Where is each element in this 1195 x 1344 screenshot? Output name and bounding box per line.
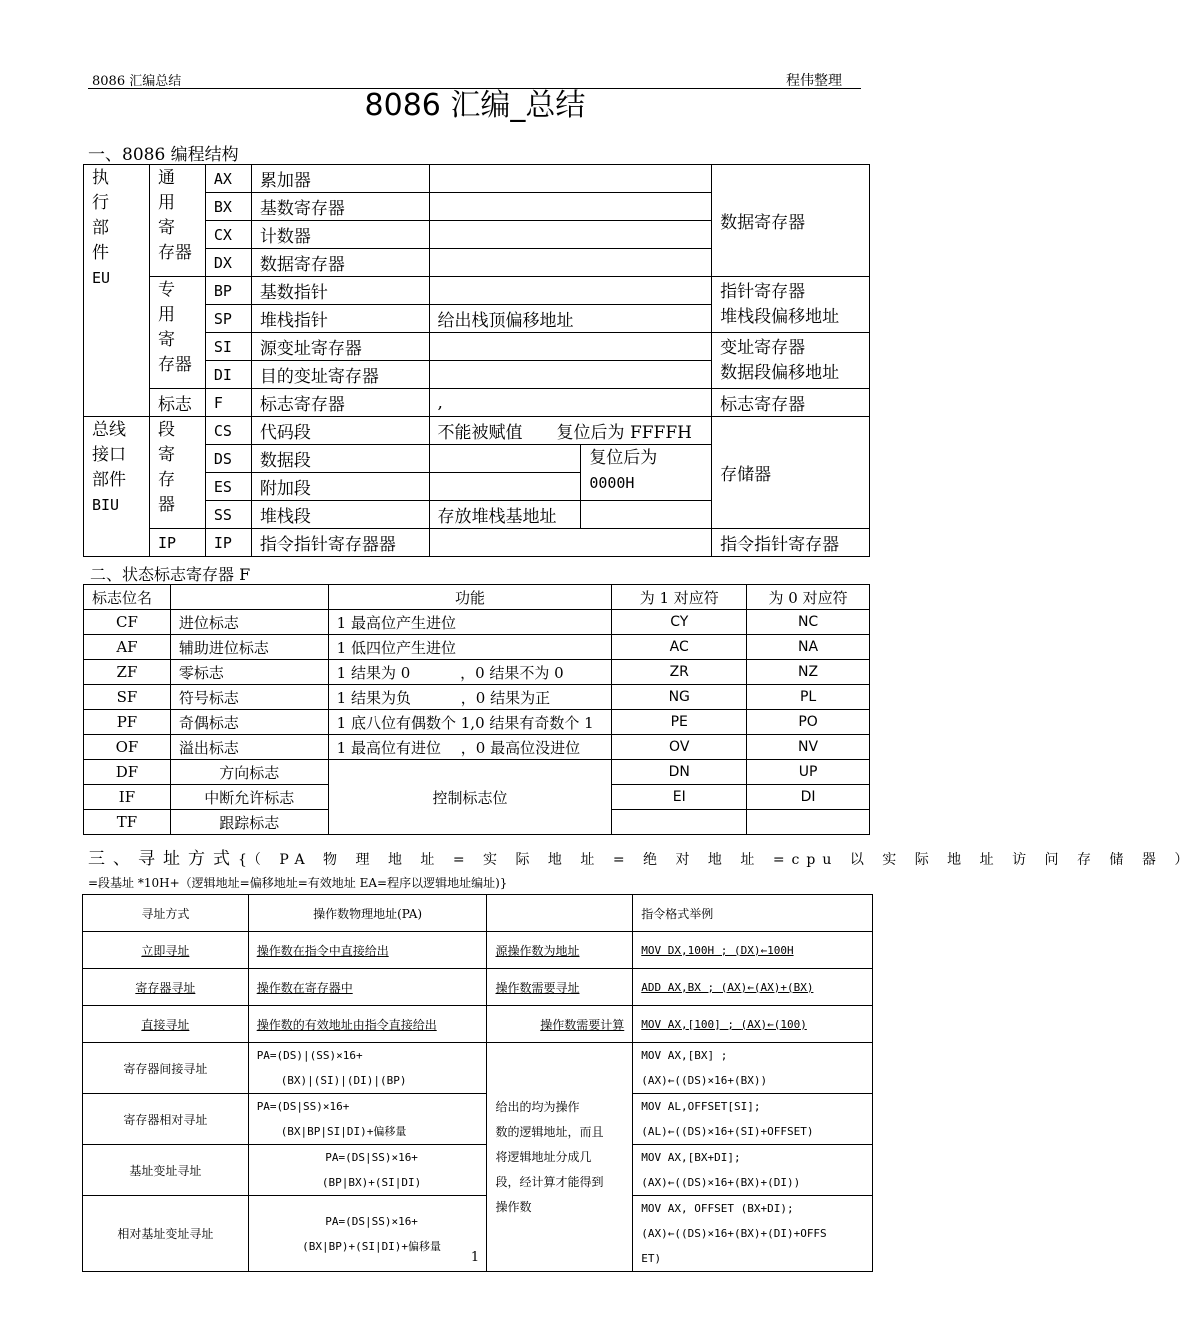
header-right: 程伟整理 [786, 73, 842, 89]
table-row [83, 1145, 873, 1196]
reset-note: 复位后为 0000H [581, 445, 712, 501]
header-one: 为 1 对应符 [612, 585, 747, 610]
flag-name: 符号标志 [170, 685, 328, 710]
reg-bp: BP [205, 277, 251, 305]
flag-name: 溢出标志 [170, 735, 328, 760]
flag-name: 方向标志 [170, 760, 328, 785]
reg-dx: DX [205, 249, 251, 277]
flag-name: 奇偶标志 [170, 710, 328, 735]
section3-note-line1: {（ PA 物 理 地 址 = 实 际 地 址 = 绝 对 地 址 =cpu 以 实 际 地 址 访 问 存 储 器 ） [238, 852, 1195, 868]
mode-pa: 操作数在寄存器中 [248, 969, 487, 1006]
flag-function: 1 低四位产生进位 [328, 635, 612, 660]
table-row [84, 660, 870, 685]
special-regs-label: 专 用 寄 存器 [149, 277, 205, 389]
flag-zero-symbol: NC [747, 610, 870, 635]
section3-note-line2: =段基址 *10H+（逻辑地址=偏移地址=有效地址 EA=程序以逻辑地址编址)} [88, 876, 508, 890]
section2-heading: 二、状态标志寄存器 F [90, 565, 251, 584]
mode-example: MOV AL,OFFSET[SI]; (AL)←((DS)×16+(SI)+OFFSET) [633, 1094, 873, 1145]
flag-zero-symbol: NV [747, 735, 870, 760]
reg-cx-note [429, 221, 712, 249]
reg-bp-note [429, 277, 712, 305]
mode-pa: PA=(DS|SS)×16+ (BP|BX)+(SI|DI) [248, 1145, 487, 1196]
table-row [84, 610, 870, 635]
flag-code: SF [84, 685, 171, 710]
reg-ax-note [429, 165, 712, 193]
flag-code: PF [84, 710, 171, 735]
flag-function: 1 结果为 0 ，0 结果不为 0 [328, 660, 612, 685]
header-mode: 寻址方式 [83, 895, 249, 932]
flag-one-symbol: NG [612, 685, 747, 710]
mode-pa: PA=(DS|SS)×16+ (BX|BP|SI|DI)+偏移量 [248, 1094, 487, 1145]
mode-name: 寄存器间接寻址 [83, 1043, 249, 1094]
reg-ss-blank [581, 501, 712, 529]
table-row [83, 1006, 873, 1043]
flag-zero-symbol [747, 810, 870, 835]
reg-ss-note: 存放堆栈基地址 [429, 501, 581, 529]
reg-dx-name: 数据寄存器 [251, 249, 429, 277]
reg-bp-name: 基数指针 [251, 277, 429, 305]
reg-si: SI [205, 333, 251, 361]
header-function: 功能 [328, 585, 612, 610]
reg-f-note: , [429, 389, 712, 417]
mode-pa: 操作数的有效地址由指令直接给出 [248, 1006, 487, 1043]
ip-reg-label: 指令指针寄存器 [712, 529, 870, 557]
flag-code: AF [84, 635, 171, 660]
reg-cs-name: 代码段 [251, 417, 429, 445]
reg-es-name: 附加段 [251, 473, 429, 501]
reg-ip-note [429, 529, 712, 557]
reg-ds: DS [205, 445, 251, 473]
reg-dx-note [429, 249, 712, 277]
table-row [83, 932, 873, 969]
table-row [84, 685, 870, 710]
mode-pa: PA=(DS)|(SS)×16+ (BX)|(SI)|(DI)|(BP) [248, 1043, 487, 1094]
mode-name: 立即寻址 [83, 932, 249, 969]
table-row [84, 710, 870, 735]
reg-ds-name: 数据段 [251, 445, 429, 473]
mode-note: 源操作数为地址 [487, 932, 633, 969]
pointer-regs-label: 指针寄存器 堆栈段偏移地址 [712, 277, 870, 333]
data-regs-label: 数据寄存器 [712, 165, 870, 277]
flag-zero-symbol: PO [747, 710, 870, 735]
mode-name: 基址变址寻址 [83, 1145, 249, 1196]
reg-cs-note: 不能被赋值 复位后为 FFFFH [429, 417, 712, 445]
reg-di-note [429, 361, 712, 389]
reg-ip-name: 指令指针寄存器器 [251, 529, 429, 557]
flag-code: CF [84, 610, 171, 635]
flag-one-symbol: AC [612, 635, 747, 660]
reg-si-name: 源变址寄存器 [251, 333, 429, 361]
general-regs-label: 通 用 寄 存器 [149, 165, 205, 277]
header-left: 8086 汇编总结 [92, 74, 182, 89]
flag-zero-symbol: NA [747, 635, 870, 660]
logical-address-note: 给出的均为操作 数的逻辑地址，而且 将逻辑地址分成几 段，经计算才能得到 操作数 [487, 1043, 633, 1272]
mode-name: 寄存器寻址 [83, 969, 249, 1006]
reg-f-name: 标志寄存器 [251, 389, 429, 417]
flag-one-symbol: OV [612, 735, 747, 760]
segment-regs-label: 段 寄 存 器 [149, 417, 205, 529]
reg-es-note [429, 473, 581, 501]
mode-pa: 操作数在指令中直接给出 [248, 932, 487, 969]
flags-table [83, 584, 870, 835]
header-pa: 操作数物理地址(PA) [248, 895, 487, 932]
section1-heading: 一、8086 编程结构 [88, 145, 239, 165]
flag-group-label: 标志 [149, 389, 205, 417]
mode-name: 直接寻址 [83, 1006, 249, 1043]
mode-example: ADD AX,BX ; (AX)←(AX)+(BX) [633, 969, 873, 1006]
flags-reg-label: 标志寄存器 [712, 389, 870, 417]
mode-example: MOV AX,[BX] ; (AX)←((DS)×16+(BX)) [633, 1043, 873, 1094]
reg-ip: IP [205, 529, 251, 557]
reg-ss-name: 堆栈段 [251, 501, 429, 529]
header-example: 指令格式举例 [633, 895, 873, 932]
table-header-row [83, 895, 873, 932]
mode-example: MOV DX,100H ; (DX)←100H [633, 932, 873, 969]
flag-zero-symbol: DI [747, 785, 870, 810]
flag-code: ZF [84, 660, 171, 685]
mode-name: 相对基址变址寻址 [83, 1196, 249, 1272]
flag-code: TF [84, 810, 171, 835]
mode-note: 操作数需要计算 [487, 1006, 633, 1043]
reg-bx-name: 基数寄存器 [251, 193, 429, 221]
reg-si-note [429, 333, 712, 361]
flag-one-symbol [612, 810, 747, 835]
flag-code: DF [84, 760, 171, 785]
flag-name: 辅助进位标志 [170, 635, 328, 660]
flag-name: 中断允许标志 [170, 785, 328, 810]
flag-function: 1 底八位有偶数个 1,0 结果有奇数个 1 [328, 710, 612, 735]
flag-name: 零标志 [170, 660, 328, 685]
reg-di: DI [205, 361, 251, 389]
ip-group-label: IP [149, 529, 205, 557]
reg-bx-note [429, 193, 712, 221]
header-flag-name: 标志位名 [84, 585, 171, 610]
section3-heading: 三、寻址方式 [88, 849, 238, 869]
table-row [83, 969, 873, 1006]
reg-sp: SP [205, 305, 251, 333]
mode-example: MOV AX, OFFSET (BX+DI); (AX)←((DS)×16+(BX)+(DI)+OFFS ET) [633, 1196, 873, 1272]
reg-cx: CX [205, 221, 251, 249]
reg-di-name: 目的变址寄存器 [251, 361, 429, 389]
flag-one-symbol: PE [612, 710, 747, 735]
flag-zero-symbol: NZ [747, 660, 870, 685]
flag-function: 1 结果为负 ，0 结果为正 [328, 685, 612, 710]
flag-one-symbol: CY [612, 610, 747, 635]
flag-one-symbol: ZR [612, 660, 747, 685]
programming-structure-table [83, 164, 870, 557]
reg-ax: AX [205, 165, 251, 193]
flag-one-symbol: EI [612, 785, 747, 810]
section3-heading-line [88, 844, 1195, 869]
flag-name: 进位标志 [170, 610, 328, 635]
flag-one-symbol: DN [612, 760, 747, 785]
reg-f: F [205, 389, 251, 417]
table-row [84, 735, 870, 760]
page-number: 1 [470, 1250, 480, 1265]
addressing-modes-table [82, 894, 873, 1272]
memory-label: 存储器 [712, 417, 870, 529]
reg-sp-name: 堆栈指针 [251, 305, 429, 333]
reg-ss: SS [205, 501, 251, 529]
header-zero: 为 0 对应符 [747, 585, 870, 610]
table-header-row [84, 585, 870, 610]
flag-name: 跟踪标志 [170, 810, 328, 835]
reg-cs: CS [205, 417, 251, 445]
flag-code: OF [84, 735, 171, 760]
reg-es: ES [205, 473, 251, 501]
mode-name: 寄存器相对寻址 [83, 1094, 249, 1145]
mode-example: MOV AX,[100] ; (AX)←(100) [633, 1006, 873, 1043]
flag-function: 1 最高位产生进位 [328, 610, 612, 635]
reg-ds-note [429, 445, 581, 473]
mode-note: 操作数需要寻址 [487, 969, 633, 1006]
table-row [83, 1043, 873, 1094]
mode-example: MOV AX,[BX+DI]; (AX)←((DS)×16+(BX)+(DI)) [633, 1145, 873, 1196]
biu-label: 总线 接口 部件 BIU [84, 417, 150, 557]
flag-zero-symbol: PL [747, 685, 870, 710]
page-title: 8086 汇编_总结 [364, 88, 586, 123]
control-flags-label: 控制标志位 [328, 760, 612, 835]
flag-zero-symbol: UP [747, 760, 870, 785]
header-blank [170, 585, 328, 610]
reg-sp-note: 给出栈顶偏移地址 [429, 305, 712, 333]
reg-cx-name: 计数器 [251, 221, 429, 249]
header-blank [487, 895, 633, 932]
table-row [83, 1094, 873, 1145]
index-regs-label: 变址寄存器 数据段偏移地址 [712, 333, 870, 389]
table-row [84, 635, 870, 660]
mode-pa: PA=(DS|SS)×16+ (BX|BP)+(SI|DI)+偏移量 [248, 1196, 487, 1272]
flag-function: 1 最高位有进位 ，0 最高位没进位 [328, 735, 612, 760]
flag-code: IF [84, 785, 171, 810]
reg-ax-name: 累加器 [251, 165, 429, 193]
table-row [84, 760, 870, 785]
eu-label: 执 行 部 件 EU [84, 165, 150, 417]
reg-bx: BX [205, 193, 251, 221]
